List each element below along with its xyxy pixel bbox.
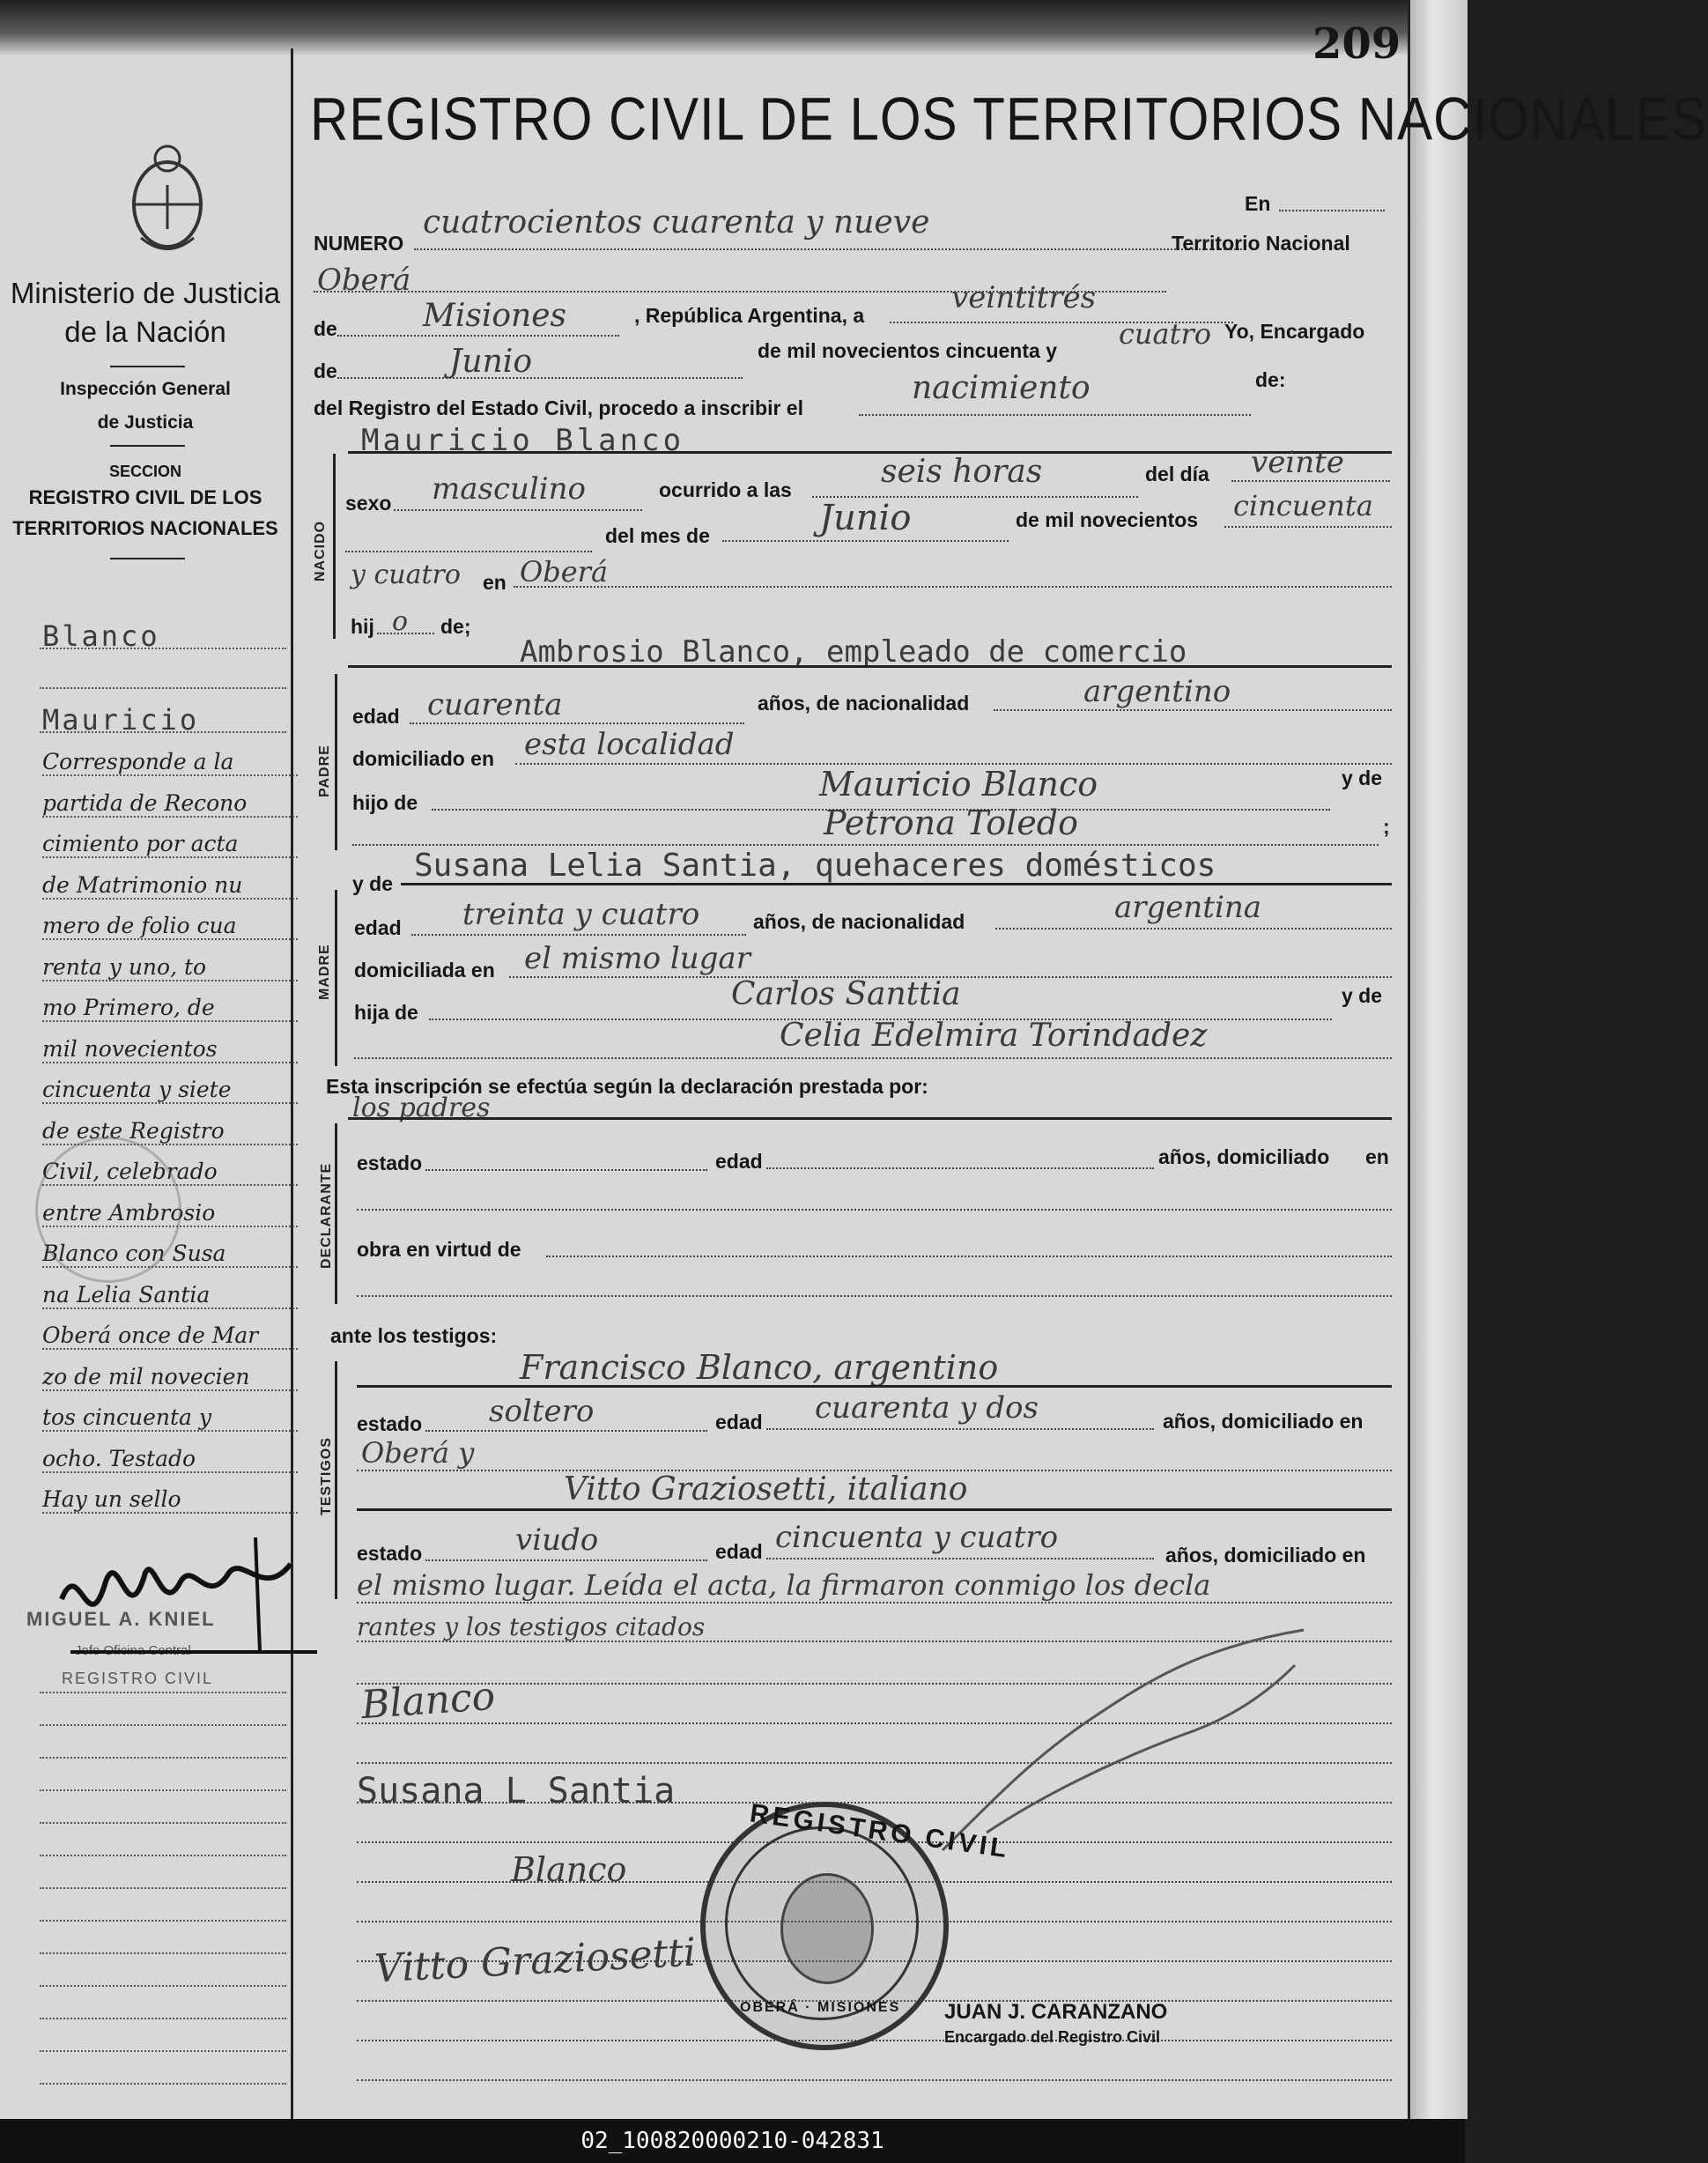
madre-domicilio-value[interactable]: el mismo lugar (524, 941, 750, 976)
mil-nov-label: de mil novecientos (1016, 508, 1199, 531)
coat-of-arms-icon (123, 132, 211, 256)
padre-section-label: PADRE (317, 744, 332, 797)
dotted-line (425, 1430, 707, 1432)
madre-dom-label: domiciliada en (354, 959, 495, 981)
dotted-line (357, 1602, 1392, 1604)
margin-note-line: mero de folio cua (42, 913, 298, 940)
divider (110, 366, 185, 367)
dotted-line (1279, 210, 1385, 211)
dotted-line (546, 1256, 1392, 1257)
padre-madre-value[interactable]: Petrona Toledo (824, 804, 1078, 842)
sexo-label: sexo (345, 492, 392, 515)
closing-line1[interactable]: el mismo lugar. Leída el acta, la firmaron conmigo los decla (357, 1568, 1211, 1602)
republica-label: , República Argentina, a (634, 304, 865, 327)
signature-dotted-line (357, 2040, 1392, 2041)
margin-dotted-line (40, 1985, 286, 1987)
margin-note-line: mil novecientos (42, 1036, 298, 1063)
dotted-line (357, 1209, 1392, 1211)
margin-surname: Blanco (42, 619, 160, 653)
rule (357, 1385, 1392, 1388)
scan-id-footer: 02_100820000210-042831 (0, 2119, 1465, 2163)
inspeccion-line2: de Justicia (97, 412, 194, 433)
margin-note-line: Blanco con Susa (42, 1241, 298, 1268)
month-value[interactable]: Junio (449, 344, 532, 380)
margin-note-line: Oberá once de Mar (42, 1322, 298, 1350)
margin-note-line: zo de mil novecien (42, 1364, 298, 1391)
margin-dotted-line (40, 1789, 286, 1791)
nacido-full-name[interactable]: Mauricio Blanco (361, 423, 685, 458)
declarante-en-label: en (1365, 1145, 1389, 1168)
margin-dotted-line (40, 1952, 286, 1954)
rule (401, 883, 1392, 885)
del-dia-label: del día (1145, 463, 1209, 485)
signature-3: Blanco (511, 1850, 627, 1889)
dotted-line (994, 709, 1392, 711)
margin-dotted-line (40, 1757, 286, 1759)
declarante-who[interactable]: los padres (352, 1093, 491, 1123)
nacido-section-label: NACIDO (313, 520, 328, 581)
dotted-line (352, 844, 1379, 846)
mil-label: de mil novecientos cincuenta y (758, 339, 1057, 362)
closing-line2[interactable]: rantes y los testigos citados (357, 1612, 706, 1641)
testigo1-line[interactable]: Francisco Blanco, argentino (520, 1348, 999, 1387)
dotted-line (357, 1295, 1392, 1297)
official-signature (934, 1612, 1330, 1859)
padre-hijo-label: hijo de (352, 791, 418, 814)
padre-name-line[interactable]: Ambrosio Blanco, empleado de comercio (520, 634, 1187, 670)
madre-y-de: y de (1342, 984, 1383, 1007)
numero-label: NUMERO (314, 232, 404, 255)
t2-estado-label: estado (357, 1542, 423, 1565)
signature-4: Vitto Graziosetti (373, 1930, 698, 1992)
seccion-name2: TERRITORIOS NACIONALES (12, 517, 278, 539)
t2-anos-label: años, domiciliado en (1165, 1544, 1366, 1567)
lugar-value[interactable]: Oberá (520, 555, 609, 589)
dotted-line (414, 248, 1242, 250)
dotted-line (1231, 480, 1390, 482)
padre-edad-label: edad (352, 705, 400, 728)
margin-stamp-name: MIGUEL A. KNIEL (26, 1608, 216, 1630)
margin-note-line: cimiento por acta (42, 831, 298, 858)
ocurrido-label: ocurrido a las (659, 478, 792, 501)
territory-value[interactable]: Misiones (423, 298, 567, 334)
ministry-line1: Ministerio de Justicia (10, 277, 281, 309)
section-bracket (335, 890, 337, 1066)
testigo2-line[interactable]: Vitto Graziosetti, italiano (564, 1471, 968, 1507)
dotted-line (411, 934, 746, 936)
sexo-value[interactable]: masculino (432, 471, 587, 507)
padre-y-de: y de (1342, 767, 1383, 789)
anio1-value[interactable]: cincuenta (1233, 489, 1373, 522)
dotted-line (722, 540, 1009, 542)
section-bracket (335, 1361, 337, 1599)
t1-anos-label: años, domiciliado en (1163, 1410, 1364, 1433)
section-bracket (335, 674, 337, 850)
margin-dotted-line (40, 1692, 286, 1693)
mes-value[interactable]: Junio (819, 498, 912, 538)
divider (110, 558, 185, 559)
t1-estado-label: estado (357, 1412, 423, 1435)
margin-faded-stamp (35, 1137, 181, 1283)
rule (348, 1117, 1392, 1120)
year-value[interactable]: cuatro (1119, 317, 1212, 351)
margin-signature (53, 1520, 317, 1661)
inspeccion-line1: Inspección General (60, 379, 231, 399)
padre-padre-value[interactable]: Mauricio Blanco (819, 765, 1098, 804)
margin-stamp-office: Jefe Oficina Central (75, 1643, 191, 1658)
hora-value[interactable]: seis horas (881, 454, 1043, 490)
madre-section-label: MADRE (317, 944, 332, 1000)
margin-dotted-line (40, 1724, 286, 1726)
anio2-value[interactable]: y cuatro (351, 559, 461, 590)
t1-dom-value[interactable]: Oberá y (361, 1436, 475, 1470)
section-bracket (335, 1123, 337, 1304)
testigos-intro: ante los testigos: (330, 1324, 498, 1347)
margin-note-line: na Lelia Santia (42, 1282, 298, 1309)
margin-dotted-line (40, 687, 286, 689)
dotted-line (514, 586, 1392, 588)
dotted-line (425, 1169, 707, 1171)
ministry-line2: de la Nación (64, 315, 226, 348)
madre-edad-label: edad (354, 916, 402, 939)
signature-1: Blanco (359, 1673, 497, 1729)
dotted-line (410, 722, 744, 724)
day-value[interactable]: veintitrés (951, 280, 1097, 315)
seccion-label: SECCION (108, 463, 181, 480)
madre-madre-value[interactable]: Celia Edelmira Torindadez (780, 1018, 1208, 1054)
de2-label: de (314, 359, 337, 382)
margin-dotted-line (40, 1920, 286, 1922)
place-value[interactable]: Oberá (317, 263, 411, 298)
padre-nac-label: años, de nacionalidad (758, 692, 970, 715)
margin-stamp-registry: REGISTRO CIVIL (62, 1670, 214, 1687)
signature-2: Susana L Santia (357, 1771, 676, 1811)
registry-title: REGISTRO CIVIL DE LOS TERRITORIOS NACIONALES (310, 85, 1708, 153)
dotted-line (337, 335, 619, 337)
madre-y-de-label: y de (352, 872, 394, 895)
margin-dotted-line (40, 1855, 286, 1856)
en-label-2: en (483, 571, 506, 594)
margin-note-line: mo Primero, de (42, 995, 298, 1022)
official-name: JUAN J. CARANZANO (944, 2000, 1168, 2024)
madre-hija-label: hija de (354, 1001, 418, 1024)
yo-label: Yo, Encargado (1224, 320, 1365, 343)
dotted-line (766, 1167, 1154, 1169)
t2-estado-value[interactable]: viudo (515, 1522, 599, 1558)
dotted-line (394, 509, 642, 511)
divider (110, 445, 185, 447)
padre-edad-value[interactable]: cuarenta (427, 687, 563, 722)
margin-note-line: entre Ambrosio (42, 1200, 298, 1227)
margin-note-line: tos cincuenta y (42, 1404, 298, 1432)
del-mes-label: del mes de (605, 524, 710, 547)
dotted-line (859, 414, 1251, 416)
signature-dotted-line (357, 2079, 1392, 2081)
margin-note-line: partida de Recono (42, 790, 298, 818)
t2-edad-label: edad (715, 1540, 763, 1563)
dotted-line (345, 551, 592, 552)
dotted-line (337, 377, 743, 379)
de-label: de (314, 317, 337, 340)
official-title: Encargado del Registro Civil (944, 2028, 1161, 2046)
territorio-label: Territorio Nacional (1172, 232, 1350, 255)
declarante-edad-label: edad (715, 1150, 763, 1173)
dotted-line (995, 928, 1392, 930)
madre-nac-label: años, de nacionalidad (753, 910, 965, 933)
margin-note-line: cincuenta y siete (42, 1077, 298, 1104)
rule (357, 1508, 1392, 1511)
hij-suffix[interactable]: o (392, 606, 409, 637)
padre-semicolon: ; (1383, 815, 1390, 838)
padre-nacionalidad-value[interactable]: argentino (1083, 674, 1231, 709)
t1-edad-value[interactable]: cuarenta y dos (815, 1390, 1039, 1426)
dotted-line (354, 1057, 1392, 1059)
seal-text: REGISTRO CIVIL (748, 1798, 1012, 1864)
t2-edad-value[interactable]: cincuenta y cuatro (775, 1520, 1059, 1555)
margin-given-name: Mauricio (42, 703, 200, 737)
margin-note-line: Civil, celebrado (42, 1159, 298, 1186)
act-type-value[interactable]: nacimiento (912, 370, 1091, 406)
margin-note-line: Corresponde a la (42, 749, 298, 776)
padre-domicilio-value[interactable]: esta localidad (524, 727, 735, 762)
margin-note-line: ocho. Testado (42, 1446, 298, 1473)
dia-value[interactable]: veinte (1251, 445, 1344, 480)
dotted-line (1224, 526, 1392, 528)
margin-dotted-line (40, 2018, 286, 2019)
page-top-edge (0, 0, 1465, 55)
numero-value[interactable]: cuatrocientos cuarenta y nueve (423, 204, 930, 241)
section-bracket (333, 454, 336, 639)
margin-note-line: de este Registro (42, 1118, 298, 1145)
margin-note-line: de Matrimonio nu (42, 872, 298, 900)
t1-estado-value[interactable]: soltero (489, 1394, 595, 1429)
margin-dotted-line (40, 1822, 286, 1824)
page-right-edge (1408, 0, 1468, 2119)
padre-dom-label: domiciliado en (352, 747, 495, 770)
de-semicolon: de; (440, 615, 471, 638)
madre-edad-value[interactable]: treinta y cuatro (462, 897, 700, 932)
dotted-line (766, 1558, 1154, 1559)
hij-label: hij (351, 615, 374, 638)
margin-dotted-line (40, 1887, 286, 1889)
en-label: En (1245, 192, 1271, 215)
declarante-estado-label: estado (357, 1152, 423, 1174)
madre-nacionalidad-value[interactable]: argentina (1114, 890, 1262, 925)
rule (348, 665, 1392, 668)
madre-padre-value[interactable]: Carlos Santtia (731, 976, 961, 1012)
declarante-intro: Esta inscripción se efectúa según la declaración prestada por: (326, 1075, 928, 1098)
dotted-line (766, 1428, 1154, 1430)
margin-dotted-line (40, 2050, 286, 2052)
madre-name-line[interactable]: Susana Lelia Santia, quehaceres domésticos (414, 848, 1216, 884)
page-number: 209 (1312, 19, 1401, 69)
declarante-anos-label: años, domiciliado (1158, 1145, 1330, 1168)
t1-edad-label: edad (715, 1411, 763, 1433)
margin-dotted-line (40, 2083, 286, 2085)
declarante-section-label: DECLARANTE (319, 1162, 334, 1269)
seccion-name1: REGISTRO CIVIL DE LOS (28, 486, 262, 508)
seal-place: OBERÁ · MISIONES (740, 2000, 901, 2015)
dotted-line (425, 1559, 707, 1561)
margin-note-line: renta y uno, to (42, 954, 298, 981)
declarante-obra-label: obra en virtud de (357, 1238, 521, 1261)
de-colon-label: de: (1255, 368, 1286, 391)
margin-note-line: Hay un sello (42, 1486, 298, 1514)
testigos-section-label: TESTIGOS (319, 1437, 334, 1515)
del-registro-label: del Registro del Estado Civil, procedo a inscribir el (314, 396, 803, 419)
